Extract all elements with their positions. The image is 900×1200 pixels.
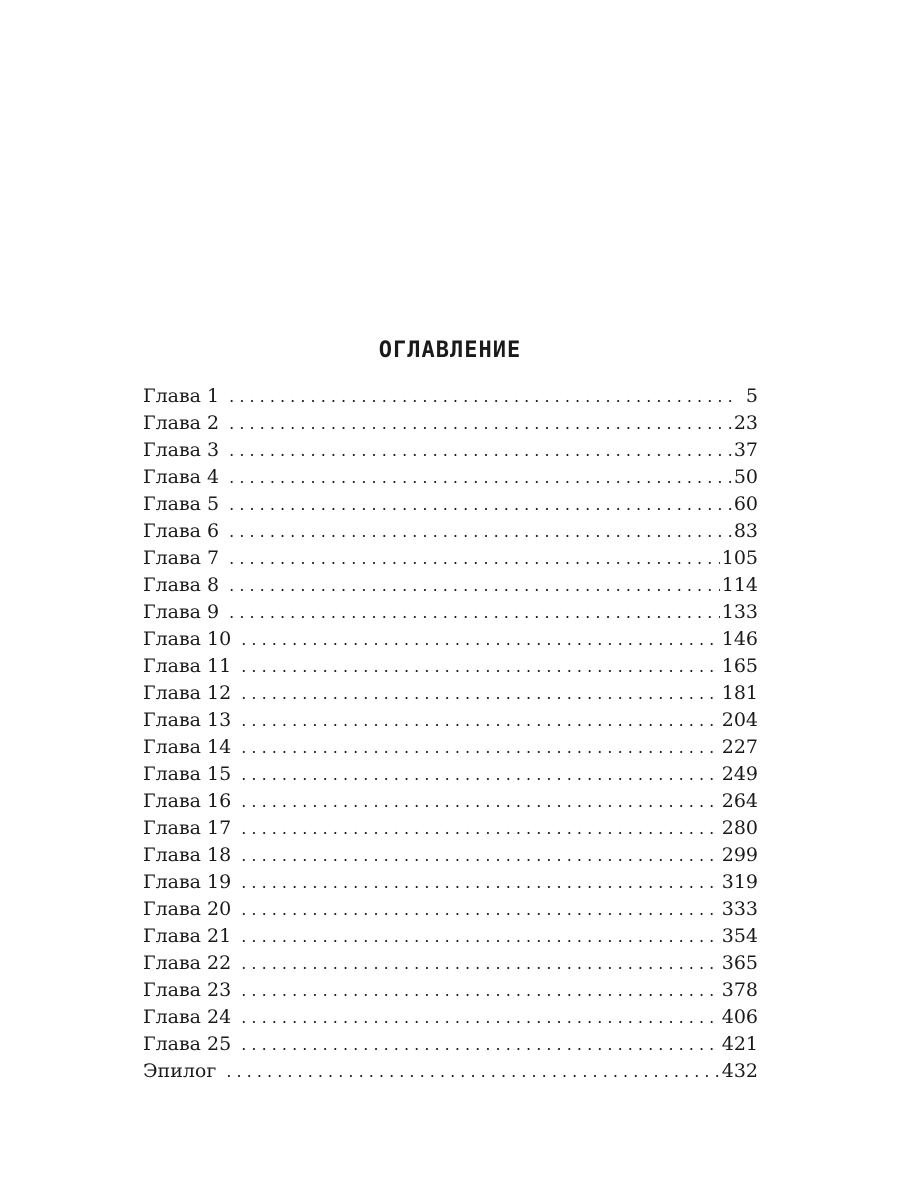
toc-entry-page-number: 83 — [732, 518, 758, 545]
toc-entry-page-number: 114 — [720, 572, 758, 599]
toc-entry-label: Глава 20 — [143, 896, 241, 923]
toc-entry-label: Глава 24 — [143, 1004, 241, 1031]
toc-entry-label: Эпилог — [143, 1058, 226, 1085]
toc-entry[interactable] — [143, 1058, 758, 1085]
toc-entry[interactable] — [143, 653, 758, 680]
toc-entry-page-number: 204 — [720, 707, 758, 734]
toc-entry[interactable] — [143, 896, 758, 923]
toc-entry-label: Глава 1 — [143, 383, 229, 410]
toc-entry[interactable] — [143, 842, 758, 869]
dot-leader — [229, 491, 732, 518]
toc-entry-page-number: 60 — [732, 491, 758, 518]
dot-leader — [229, 518, 732, 545]
toc-entry[interactable] — [143, 923, 758, 950]
toc-entry-page-number: 105 — [720, 545, 758, 572]
dot-leader — [241, 707, 720, 734]
toc-entry[interactable] — [143, 599, 758, 626]
toc-list — [143, 383, 758, 1085]
toc-entry[interactable] — [143, 626, 758, 653]
toc-entry-label: Глава 12 — [143, 680, 241, 707]
toc-entry[interactable] — [143, 869, 758, 896]
dot-leader — [241, 1004, 720, 1031]
dot-leader — [241, 896, 720, 923]
toc-entry-label: Глава 14 — [143, 734, 241, 761]
dot-leader — [241, 977, 720, 1004]
dot-leader — [226, 1058, 719, 1085]
dot-leader — [229, 383, 732, 410]
toc-entry[interactable] — [143, 707, 758, 734]
toc-entry-page-number: 421 — [720, 1031, 758, 1058]
toc-entry-page-number: 23 — [732, 410, 758, 437]
toc-entry[interactable] — [143, 950, 758, 977]
toc-entry-page-number: 378 — [720, 977, 758, 1004]
toc-entry-label: Глава 8 — [143, 572, 229, 599]
toc-entry-label: Глава 6 — [143, 518, 229, 545]
toc-entry-label: Глава 18 — [143, 842, 241, 869]
dot-leader — [229, 410, 732, 437]
toc-entry-label: Глава 9 — [143, 599, 229, 626]
toc-entry-label: Глава 16 — [143, 788, 241, 815]
toc-entry-page-number: 181 — [720, 680, 758, 707]
toc-entry-label: Глава 17 — [143, 815, 241, 842]
toc-entry-label: Глава 3 — [143, 437, 229, 464]
toc-entry-page-number: 165 — [720, 653, 758, 680]
toc-entry[interactable] — [143, 788, 758, 815]
toc-entry[interactable] — [143, 437, 758, 464]
toc-entry-label: Глава 25 — [143, 1031, 241, 1058]
toc-entry-page-number: 5 — [732, 383, 758, 410]
dot-leader — [229, 599, 720, 626]
toc-entry[interactable] — [143, 815, 758, 842]
toc-entry-label: Глава 7 — [143, 545, 229, 572]
dot-leader — [241, 923, 720, 950]
toc-entry-page-number: 37 — [732, 437, 758, 464]
dot-leader — [241, 653, 720, 680]
toc-entry[interactable] — [143, 977, 758, 1004]
toc-entry[interactable] — [143, 383, 758, 410]
toc-entry-page-number: 50 — [732, 464, 758, 491]
dot-leader — [241, 950, 720, 977]
toc-entry-page-number: 280 — [720, 815, 758, 842]
dot-leader — [241, 734, 720, 761]
toc-entry-label: Глава 21 — [143, 923, 241, 950]
toc-entry-label: Глава 11 — [143, 653, 241, 680]
toc-entry-page-number: 133 — [720, 599, 758, 626]
toc-entry[interactable] — [143, 518, 758, 545]
dot-leader — [229, 464, 732, 491]
toc-entry-label: Глава 22 — [143, 950, 241, 977]
toc-entry-label: Глава 4 — [143, 464, 229, 491]
dot-leader — [229, 545, 720, 572]
toc-entry[interactable] — [143, 410, 758, 437]
dot-leader — [241, 815, 720, 842]
toc-entry[interactable] — [143, 680, 758, 707]
toc-entry-page-number: 299 — [720, 842, 758, 869]
dot-leader — [241, 680, 720, 707]
toc-title: ОГЛАВЛЕНИЕ — [378, 338, 522, 363]
toc-entry-page-number: 264 — [720, 788, 758, 815]
toc-entry-label: Глава 13 — [143, 707, 241, 734]
toc-entry[interactable] — [143, 1004, 758, 1031]
dot-leader — [241, 788, 720, 815]
dot-leader — [241, 1031, 720, 1058]
toc-entry-page-number: 146 — [720, 626, 758, 653]
toc-entry[interactable] — [143, 491, 758, 518]
toc-entry[interactable] — [143, 464, 758, 491]
toc-entry-page-number: 406 — [720, 1004, 758, 1031]
toc-entry-label: Глава 23 — [143, 977, 241, 1004]
dot-leader — [229, 572, 720, 599]
toc-entry-page-number: 354 — [720, 923, 758, 950]
toc-entry[interactable] — [143, 734, 758, 761]
toc-entry-label: Глава 10 — [143, 626, 241, 653]
toc-entry-page-number: 333 — [720, 896, 758, 923]
toc-entry[interactable] — [143, 545, 758, 572]
dot-leader — [241, 842, 720, 869]
toc-entry[interactable] — [143, 761, 758, 788]
toc-entry-page-number: 319 — [720, 869, 758, 896]
toc-entry-label: Глава 5 — [143, 491, 229, 518]
toc-entry-page-number: 432 — [720, 1058, 758, 1085]
dot-leader — [241, 626, 720, 653]
dot-leader — [241, 761, 720, 788]
toc-entry-label: Глава 15 — [143, 761, 241, 788]
dot-leader — [241, 869, 720, 896]
toc-entry-page-number: 365 — [720, 950, 758, 977]
dot-leader — [229, 437, 732, 464]
toc-entry-label: Глава 19 — [143, 869, 241, 896]
toc-entry-label: Глава 2 — [143, 410, 229, 437]
toc-entry[interactable] — [143, 572, 758, 599]
toc-entry[interactable] — [143, 1031, 758, 1058]
toc-entry-page-number: 227 — [720, 734, 758, 761]
toc-entry-page-number: 249 — [720, 761, 758, 788]
